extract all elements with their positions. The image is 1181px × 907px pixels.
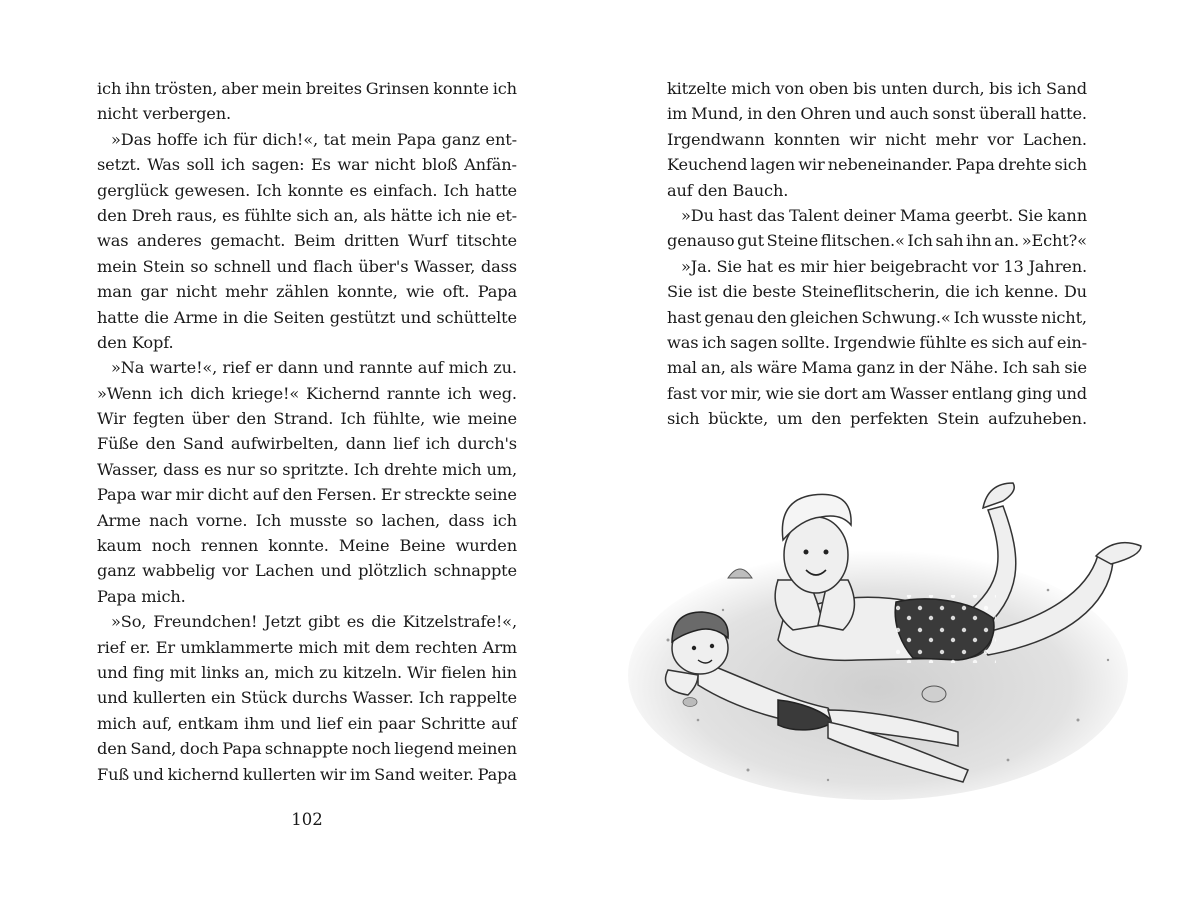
text-line: und kullerten ein Stück durchs Wasser. Ich rappelte [97, 688, 517, 708]
text-line: und fing mit links an, mich zu kitzeln. Wir fielen hin [97, 662, 517, 682]
text-line: »So, Freundchen! Jetzt gibt es die Kitzelstrafe!«, [111, 612, 517, 632]
text-line: den Sand, doch Papa schnappte noch liegend meinen [97, 739, 517, 759]
text-line: hatte die Arme in die Seiten gestützt und schüttelte [97, 307, 517, 327]
trunks-polka-dots [896, 595, 996, 663]
text-line: »Das hoffe ich für dich!«, tat mein Papa ganz ent- [111, 129, 517, 149]
text-line: Wir fegten über den Strand. Ich fühlte, wie meine [97, 409, 517, 429]
text-line: rief er. Er umklammerte mich mit dem rechten Arm [97, 637, 517, 657]
text-line: sich bückte, um den perfekten Stein aufzuheben. [667, 409, 1087, 429]
text-line: »Du hast das Talent deiner Mama geerbt. Sie kann [681, 205, 1087, 225]
text-line: Arme nach vorne. Ich musste so lachen, dass ich [97, 510, 517, 530]
text-line: »Na warte!«, rief er dann und rannte auf mich zu. [111, 358, 517, 378]
text-line: fast vor mir, wie sie dort am Wasser entlang ging und [667, 383, 1087, 403]
text-line: »Wenn ich dich kriege!« Kichernd rannte ich weg. [97, 383, 517, 403]
text-line: Keuchend lagen wir nebeneinander. Papa drehte sich [667, 155, 1087, 175]
text-line: Wasser, dass es nur so spritzte. Ich drehte mich um, [97, 459, 517, 479]
father-eye [824, 550, 829, 555]
text-line: Papa war mir dicht auf den Fersen. Er streckte seine [97, 485, 517, 505]
text-line: gerglück gewesen. Ich konnte es einfach. Ich hatte [97, 180, 517, 200]
shell [922, 686, 946, 702]
text-line: auf den Bauch. [667, 180, 789, 200]
pebble [683, 698, 697, 707]
text-line: mal an, als wäre Mama ganz in der Nähe. Ich sah sie [667, 358, 1087, 378]
text-line: Füße den Sand aufwirbelten, dann lief ich durch's [97, 434, 517, 454]
text-line: nicht verbergen. [97, 104, 232, 124]
father-foot [983, 483, 1014, 508]
text-line: setzt. Was soll ich sagen: Es war nicht bloß Anfän- [97, 155, 517, 175]
text-line: genauso gut Steine flitschen.« Ich sah ihn an. »Echt?« [667, 231, 1087, 251]
text-line: »Ja. Sie hat es mir hier beigebracht vor 13 Jahren. [681, 256, 1087, 276]
left-page [97, 0, 517, 907]
text-line: Fuß und kichernd kullerten wir im Sand weiter. Papa [97, 764, 517, 784]
page-number: 102 [291, 810, 323, 829]
text-line: mich auf, entkam ihm und lief ein paar Schritte auf [97, 713, 517, 733]
text-line: mein Stein so schnell und flach über's Wasser, dass [97, 256, 517, 276]
text-line: den Kopf. [97, 332, 174, 352]
text-line: Sie ist die beste Steineflitscherin, die ich kenne. Du [667, 282, 1087, 302]
boy-eye [710, 644, 714, 648]
father-eye [804, 550, 809, 555]
text-line: kitzelte mich von oben bis unten durch, bis ich Sand [667, 79, 1087, 98]
text-line: ganz wabbelig vor Lachen und plötzlich schnappte [97, 561, 517, 581]
text-line: hast genau den gleichen Schwung.« Ich wusste nicht, [667, 307, 1087, 327]
boy-eye [692, 646, 696, 650]
beach-illustration [628, 470, 1148, 805]
text-line: was ich sagen sollte. Irgendwie fühlte es sich auf ein- [667, 332, 1087, 352]
text-line: kaum noch rennen konnte. Meine Beine wurden [97, 536, 517, 556]
text-line: Irgendwann konnten wir nicht mehr vor Lachen. [667, 129, 1087, 149]
right-page-text [667, 76, 1087, 431]
left-page-text [97, 76, 517, 787]
text-line: im Mund, in den Ohren und auch sonst überall hatte. [667, 104, 1087, 124]
text-line: man gar nicht mehr zählen konnte, wie oft. Papa [97, 282, 517, 302]
text-line: Papa mich. [97, 586, 186, 606]
text-line: den Dreh raus, es fühlte sich an, als hätte ich nie et- [97, 205, 517, 225]
text-line: was anderes gemacht. Beim dritten Wurf titschte [97, 231, 517, 251]
text-line: ich ihn trösten, aber mein breites Grinsen konnte ich [97, 79, 517, 98]
